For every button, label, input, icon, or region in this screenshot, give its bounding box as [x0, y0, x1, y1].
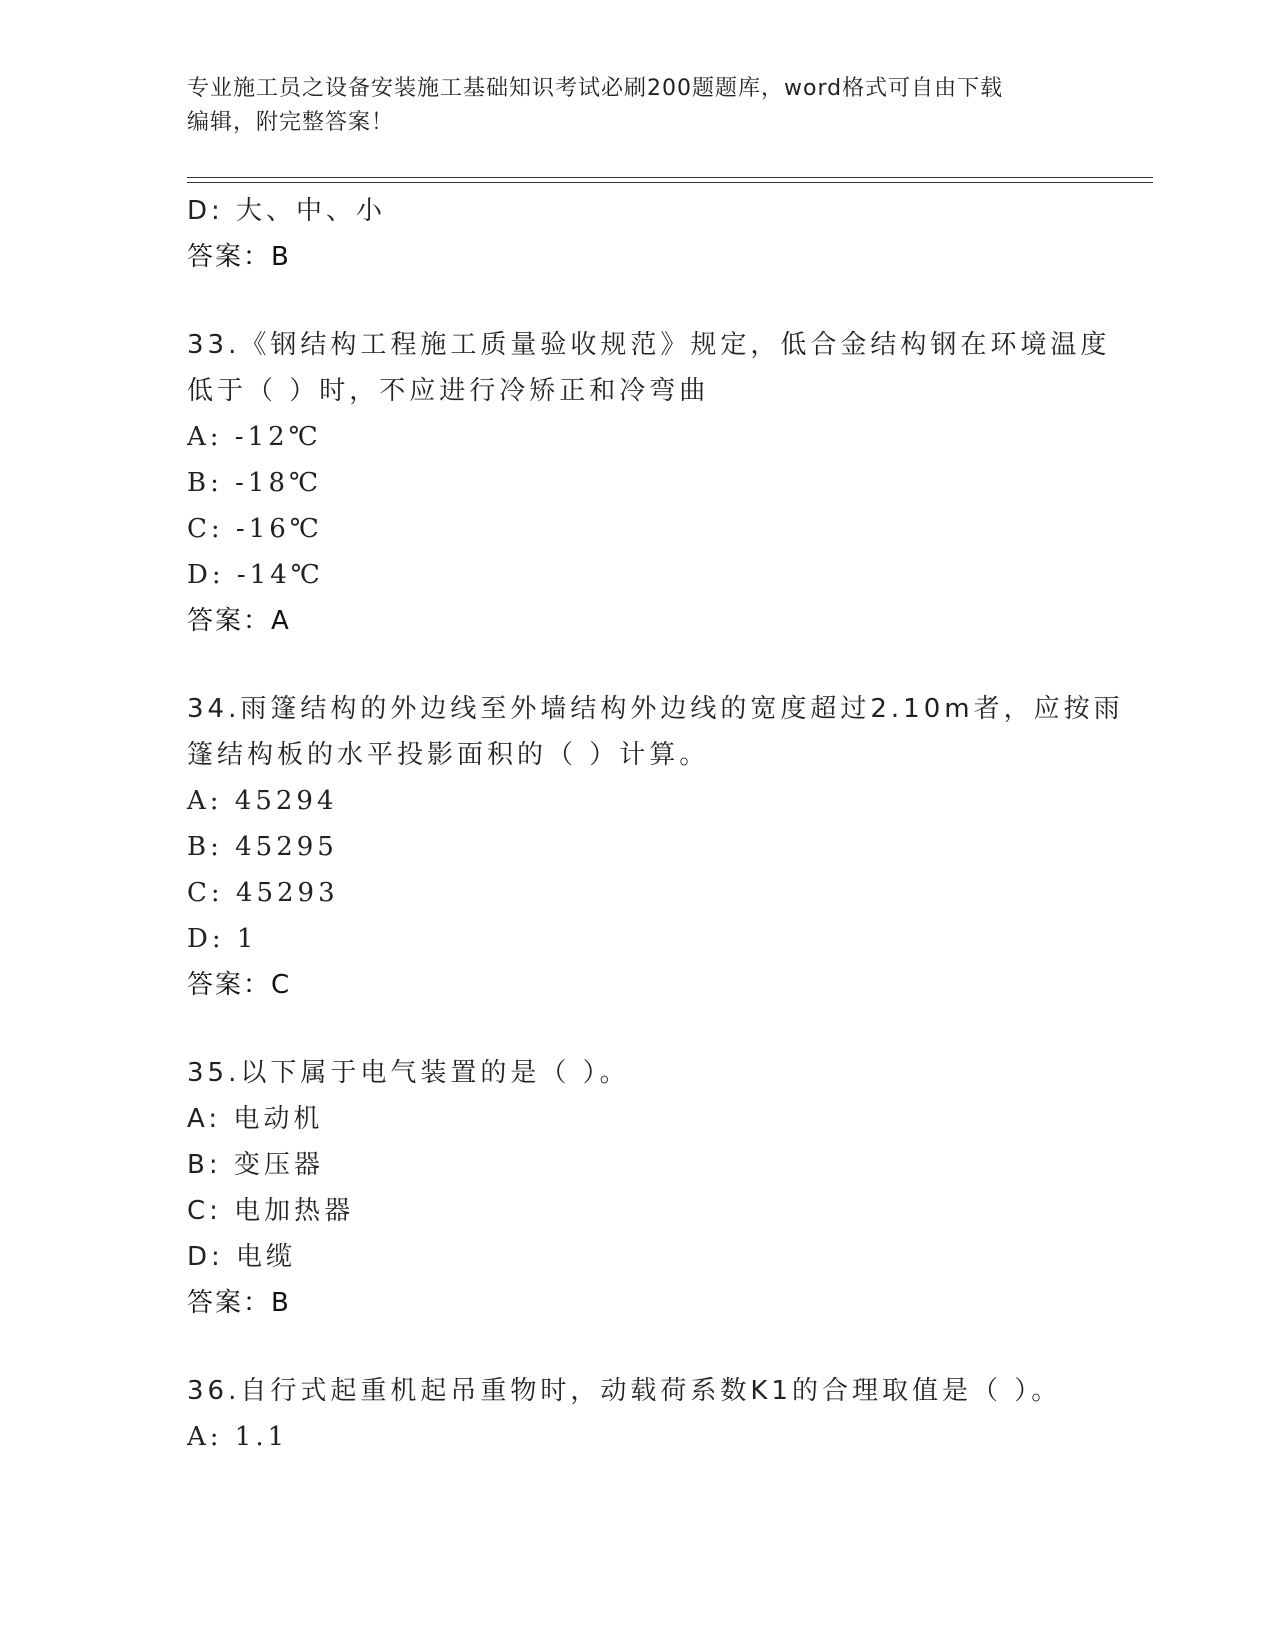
- option-c: C: 电加热器: [187, 1196, 355, 1226]
- spacer: [187, 1008, 1147, 1050]
- answer: 答案：C: [187, 970, 292, 1000]
- question-list: [187, 188, 1147, 1460]
- question-33: [187, 322, 1147, 644]
- option-c: C: 45293: [187, 878, 339, 908]
- option-d: D: 1: [187, 924, 258, 954]
- option-b: B: -18℃: [187, 468, 323, 498]
- header-rule-bottom: [187, 182, 1153, 183]
- spacer: [187, 280, 1147, 322]
- option-a: A: 45294: [187, 786, 338, 816]
- question-stem-continued: 低于（ ）时，不应进行冷矫正和冷弯曲: [187, 376, 710, 406]
- question-stem: 35.以下属于电气装置的是（ ）。: [187, 1058, 630, 1088]
- question-stem: 34.雨篷结构的外边线至外墙结构外边线的宽度超过2.10m者，应按雨: [187, 694, 1124, 724]
- header-rule-top: [187, 177, 1153, 178]
- option-a: A: 1.1: [187, 1422, 289, 1452]
- question-stem: 33.《钢结构工程施工质量验收规范》规定，低合金结构钢在环境温度: [187, 330, 1111, 360]
- answer: 答案：A: [187, 606, 291, 636]
- option-d: D: 电缆: [187, 1242, 297, 1272]
- option-a: A: -12℃: [187, 422, 322, 452]
- header-line-1: 专业施工员之设备安装施工基础知识考试必刷200题题库，word格式可自由下载: [187, 76, 1004, 101]
- document-header: [187, 72, 1087, 140]
- question-stem: 36.自行式起重机起吊重物时，动载荷系数K1的合理取值是（ ）。: [187, 1376, 1062, 1406]
- question-stem-continued: 篷结构板的水平投影面积的（ ）计算。: [187, 740, 710, 770]
- option-d: D: -14℃: [187, 560, 324, 590]
- answer: 答案：B: [187, 1288, 291, 1318]
- option-b: B: 变压器: [187, 1150, 324, 1180]
- option-b: B: 45295: [187, 832, 338, 862]
- option-a: A: 电动机: [187, 1104, 324, 1134]
- question-34: [187, 686, 1147, 1008]
- header-line-2: 编辑，附完整答案！: [187, 110, 395, 135]
- option-d: D: 大、中、小: [187, 196, 387, 226]
- question-32: [187, 188, 1147, 280]
- spacer: [187, 644, 1147, 686]
- answer: 答案：B: [187, 242, 291, 272]
- option-c: C: -16℃: [187, 514, 323, 544]
- spacer: [187, 1326, 1147, 1368]
- question-36: [187, 1368, 1147, 1460]
- question-35: [187, 1050, 1147, 1326]
